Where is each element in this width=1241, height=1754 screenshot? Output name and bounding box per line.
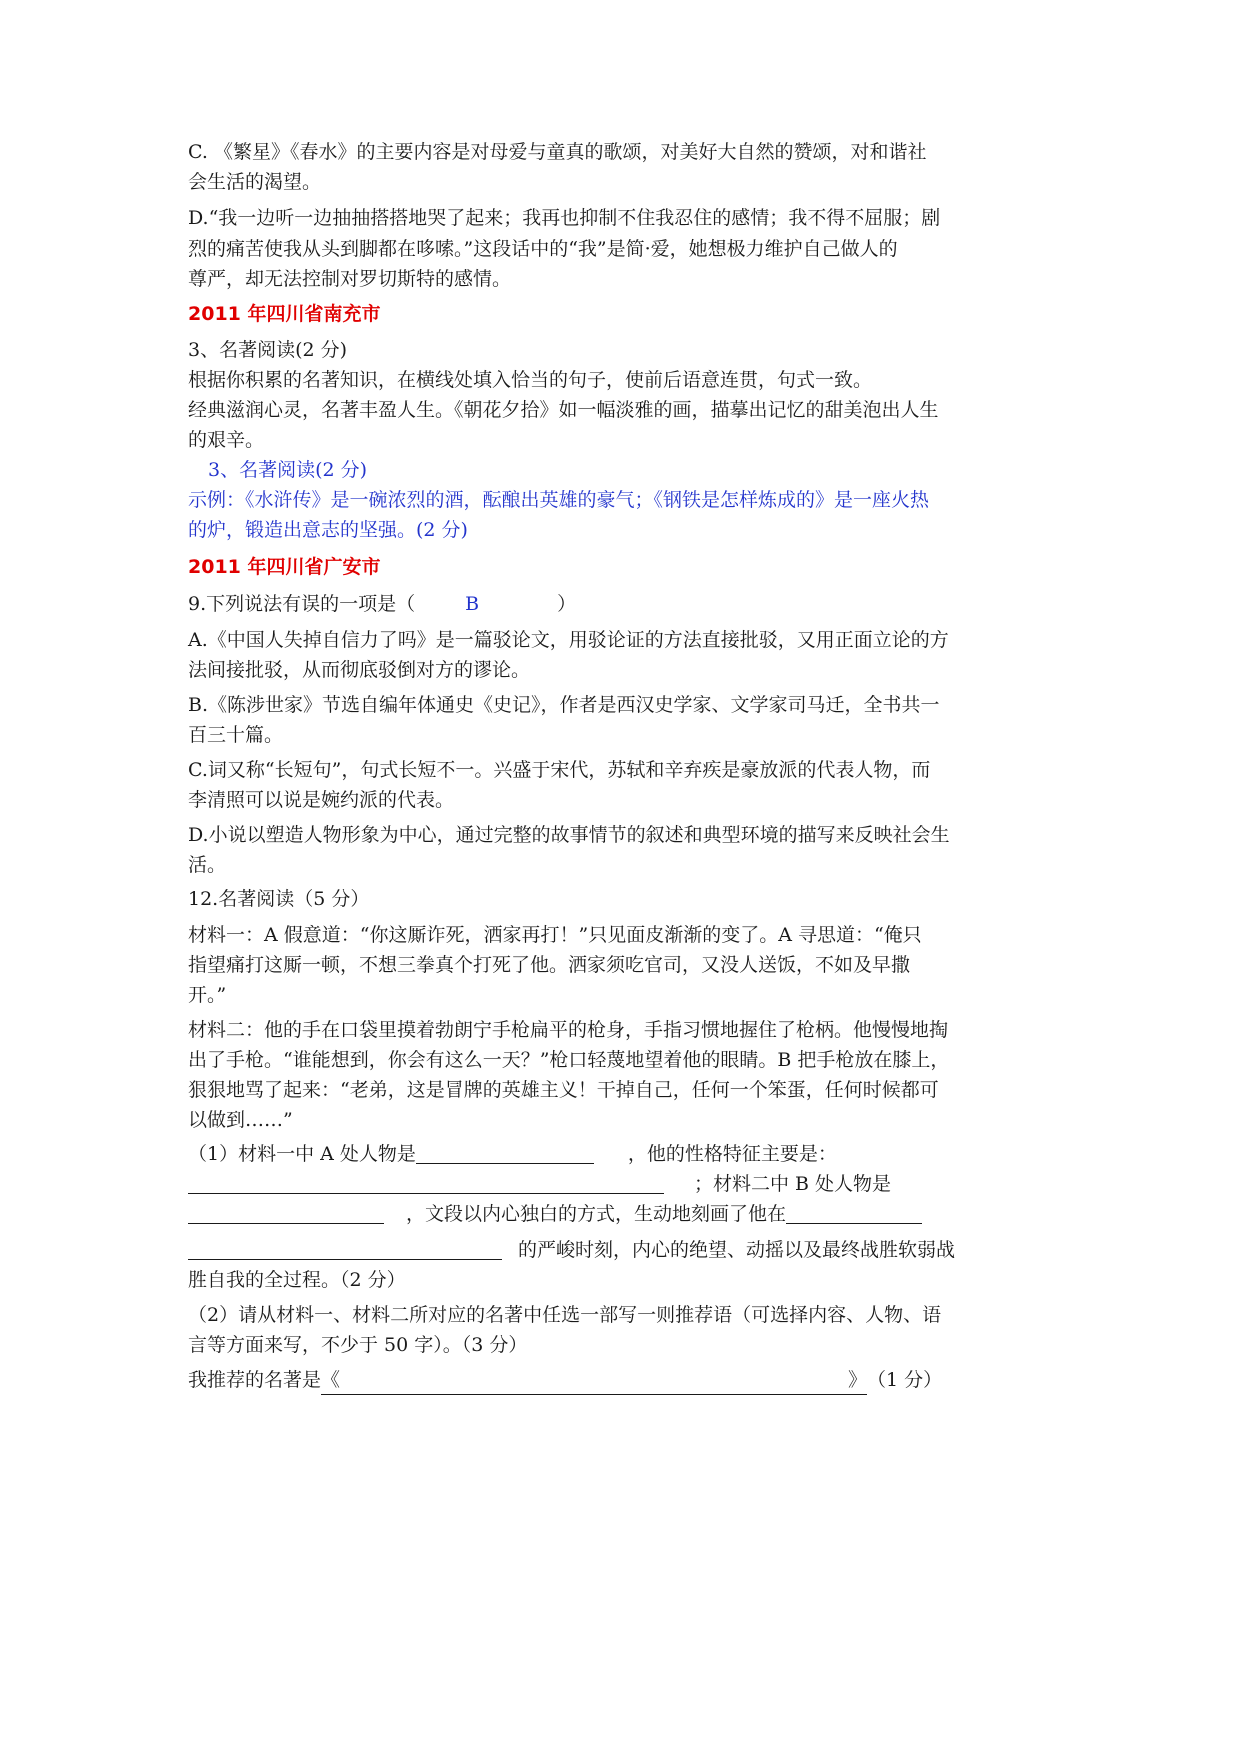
question-9 (188, 590, 576, 618)
option-d2-line-1: D.小说以塑造人物形象为中心，通过完整的故事情节的叙述和典型环境的描写来反映社会生 (188, 824, 950, 846)
option-d2-line-2: 活。 (188, 854, 227, 876)
section-heading-guangan: 2011 年四川省广安市 (188, 556, 381, 578)
material-1-line-1: 材料一：A 假意道：“你这厮诈死，洒家再打！”只见面皮渐渐的变了。A 寻思道：“俺只 (188, 924, 922, 946)
option-d-line-1: D.“我一边听一边抽抽搭搭地哭了起来；我再也抑制不住我忍住的感情；我不得不屈服；剧 (188, 207, 941, 229)
subquestion-1-part-d: ，文段以内心独白的方式，生动地刻画了他在 (406, 1203, 787, 1225)
blank-character-a[interactable] (416, 1143, 594, 1164)
subquestion-1-part-c: ；材料二中 B 处人物是 (694, 1173, 892, 1195)
answer-3-line-1: 示例：《水浒传》是一碗浓烈的酒，酝酿出英雄的豪气；《钢铁是怎样炼成的》是一座火热 (188, 489, 930, 511)
material-2-line-4: 以做到……” (188, 1109, 293, 1131)
option-c-line-2: 会生活的渴望。 (188, 171, 322, 193)
blank-situation-a[interactable] (786, 1203, 922, 1224)
subquestion-1-line-5: 胜自我的全过程。（2 分） (188, 1269, 406, 1291)
material-1-line-2: 指望痛打这厮一顿，不想三拳真个打死了他。洒家须吃官司，又没人送饭，不如及早撒 (188, 954, 911, 976)
subquestion-1-part-a: （1）材料一中 A 处人物是 (188, 1143, 416, 1165)
recommendation-blank[interactable] (321, 1366, 867, 1395)
material-2-line-2: 出了手枪。“谁能想到，你会有这么一天？”枪口轻蔑地望着他的眼睛。B 把手枪放在膝上， (188, 1049, 950, 1071)
material-2-line-3: 狠狠地骂了起来：“老弟，这是冒牌的英雄主义！干掉自己，任何一个笨蛋，任何时候都可 (188, 1079, 939, 1101)
recommendation-score: （1 分） (867, 1369, 943, 1391)
option-c2-line-2: 李清照可以说是婉约派的代表。 (188, 789, 455, 811)
recommendation-open-bracket: 《 (321, 1369, 341, 1391)
blank-trait-a[interactable] (188, 1173, 664, 1194)
option-c2-line-1: C.词又称“长短句”，句式长短不一。兴盛于宋代，苏轼和辛弃疾是豪放派的代表人物，而 (188, 759, 931, 781)
blank-situation-b[interactable] (188, 1239, 502, 1260)
subquestion-1-line-4 (188, 1236, 955, 1264)
option-d-line-3: 尊严，却无法控制对罗切斯特的感情。 (188, 268, 512, 290)
answer-3-line-2: 的炉，锻造出意志的坚强。(2 分) (188, 519, 468, 541)
question-3-instruction: 根据你积累的名著知识，在横线处填入恰当的句子，使前后语意连贯，句式一致。 (188, 369, 873, 391)
recommendation-close-bracket: 》 (848, 1369, 868, 1391)
subquestion-1-line-2 (188, 1170, 891, 1198)
subquestion-1-line-1 (188, 1140, 837, 1168)
question-9-answer: B (465, 593, 480, 615)
answer-3-title: 3、名著阅读(2 分) (208, 459, 368, 481)
question-9-suffix: ） (557, 593, 577, 615)
section-heading-nanchong: 2011 年四川省南充市 (188, 303, 381, 325)
subquestion-1-line-3 (188, 1200, 922, 1228)
option-a-line-1: A.《中国人失掉自信力了吗》是一篇驳论文，用驳论证的方法直接批驳，又用正面立论的方 (188, 629, 949, 651)
option-b-line-2: 百三十篇。 (188, 724, 284, 746)
option-a-line-2: 法间接批驳，从而彻底驳倒对方的谬论。 (188, 659, 531, 681)
recommendation-label: 我推荐的名著是 (188, 1369, 322, 1391)
material-2-line-1: 材料二：他的手在口袋里摸着勃朗宁手枪扁平的枪身，手指习惯地握住了枪柄。他慢慢地掏 (188, 1019, 949, 1041)
option-d-line-2: 烈的痛苦使我从头到脚都在哆嗦。”这段话中的“我”是简·爱，她想极力维护自己做人的 (188, 238, 898, 260)
question-3-title: 3、名著阅读(2 分) (188, 339, 348, 361)
question-3-text-line-2: 的艰辛。 (188, 429, 265, 451)
subquestion-2-line-2: 言等方面来写，不少于 50 字）。（3 分） (188, 1334, 528, 1356)
material-1-line-3: 开。” (188, 984, 227, 1006)
question-9-prefix: 9.下列说法有误的一项是（ (188, 593, 416, 615)
subquestion-2-line-1: （2）请从材料一、材料二所对应的名著中任选一部写一则推荐语（可选择内容、人物、语 (188, 1304, 942, 1326)
blank-character-b[interactable] (188, 1203, 384, 1224)
subquestion-1-part-b: ，他的性格特征主要是： (627, 1143, 837, 1165)
recommendation-line (188, 1366, 942, 1395)
question-12-title: 12.名著阅读（5 分） (188, 888, 370, 910)
option-b-line-1: B.《陈涉世家》节选自编年体通史《史记》，作者是西汉史学家、文学家司马迁，全书共一 (188, 694, 940, 716)
subquestion-1-part-e: 的严峻时刻，内心的绝望、动摇以及最终战胜软弱战 (518, 1239, 956, 1261)
question-3-text-line-1: 经典滋润心灵，名著丰盈人生。《朝花夕拾》如一幅淡雅的画，描摹出记忆的甜美泡出人生 (188, 399, 939, 421)
option-c-line-1: C. 《繁星》《春水》的主要内容是对母爱与童真的歌颂，对美好大自然的赞颂，对和谐社 (188, 141, 927, 163)
